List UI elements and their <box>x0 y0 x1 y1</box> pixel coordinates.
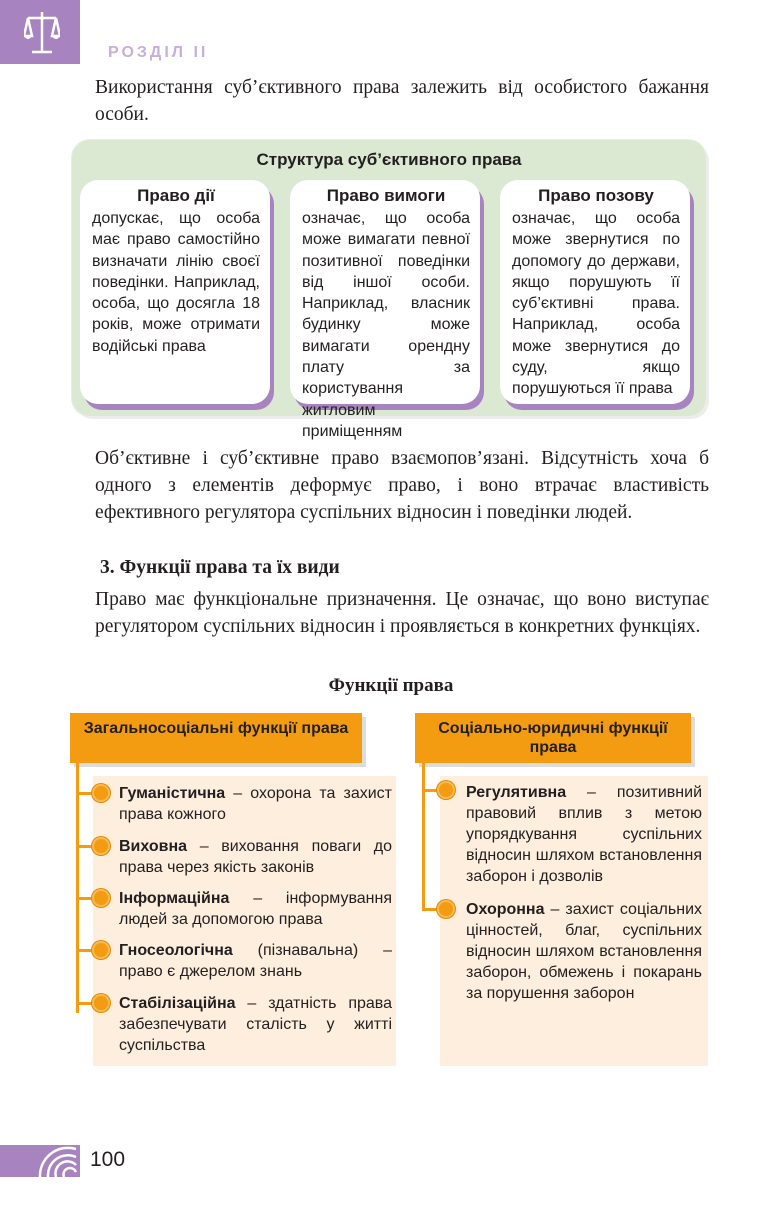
functions-title: Функції права <box>328 675 454 696</box>
card-text: означає, що особа може звернутися по допомогу до держави, якщо порушують її суб’єктивні права. Наприклад, особа може звернутися до суду, якщо порушуються її права <box>512 210 680 398</box>
function-item: Гносеологічна (пізнавальна) – право є джерелом знань <box>119 942 392 980</box>
function-item: Охоронна – захист соціальних цінностей, благ, суспільних відносин шляхом встановлення заборон, обмежень і покарань за порушення заборон <box>466 901 702 1002</box>
structure-title: Структура суб’єктивного права <box>256 150 522 169</box>
function-item: Стабілізаційна – здатність права забезпечувати сталість у житті суспільства <box>119 995 392 1054</box>
paragraph-objective-subjective: Об’єктивне і суб’єктивне право взаємопов’язані. Відсутність хоча б одного з елементів деформує право, і воно втрачає властивість ефективного регулятора суспільних відносин і поведінки людей. <box>95 448 709 523</box>
paragraph-functions: Право має функціональне призначення. Це означає, що воно виступає регулятором суспільних відносин і проявляється в конкретних функціях. <box>95 589 709 637</box>
bullet-dot <box>437 781 455 799</box>
card-right-of-claim <box>290 180 480 440</box>
card-text: допускає, що особа має право самостійно визначати лінію своєї поведінки. Наприклад, особа, що досягла 18 років, може отримати водійські права <box>92 210 260 355</box>
page-number: 100 <box>90 1148 126 1171</box>
scales-icon <box>24 8 60 56</box>
bullet-dot <box>437 900 455 918</box>
page-footer-strip <box>0 1145 80 1177</box>
card-right-of-lawsuit <box>500 180 690 404</box>
card-title: Право вимоги <box>326 186 446 205</box>
card-right-of-action <box>80 180 270 404</box>
bullet-dot <box>92 941 110 959</box>
card-title: Право дії <box>137 186 215 205</box>
function-item: Виховна – виховання поваги до права через якість законів <box>119 838 392 876</box>
card-title: Право позову <box>538 186 654 205</box>
section-corner-block <box>0 0 80 64</box>
arc-decoration-icon <box>36 1145 80 1177</box>
function-item: Гуманістична – охорона та захист права кожного <box>119 785 392 823</box>
general-social-functions-header: Загальносоціальні функції права <box>70 713 362 763</box>
social-legal-functions-header: Соціально-юридичні функції права <box>415 713 691 763</box>
function-item: Інформаційна – інформування людей за допомогою права <box>119 890 392 928</box>
connector-line <box>76 763 79 1013</box>
bullet-dot <box>92 889 110 907</box>
card-text: означає, що особа може вимагати певної позитивної поведінки від іншої особи. Наприклад, власник будинку може вимагати орендну плату за користування житловим приміщенням <box>302 210 470 440</box>
section-heading: 3. Функції права та їх види <box>100 557 340 578</box>
function-item: Регулятивна – позитивний правовий вплив з метою упорядкування суспільних відносин шляхом встановлення заборон і дозволів <box>466 784 702 885</box>
connector-line <box>422 763 425 911</box>
bullet-dot <box>92 994 110 1012</box>
bullet-dot <box>92 784 110 802</box>
section-label: РОЗДІЛ II <box>108 44 209 61</box>
intro-paragraph: Використання суб’єктивного права залежить від особистого бажання особи. <box>95 77 709 125</box>
bullet-dot <box>92 837 110 855</box>
subjective-right-structure <box>72 140 706 440</box>
